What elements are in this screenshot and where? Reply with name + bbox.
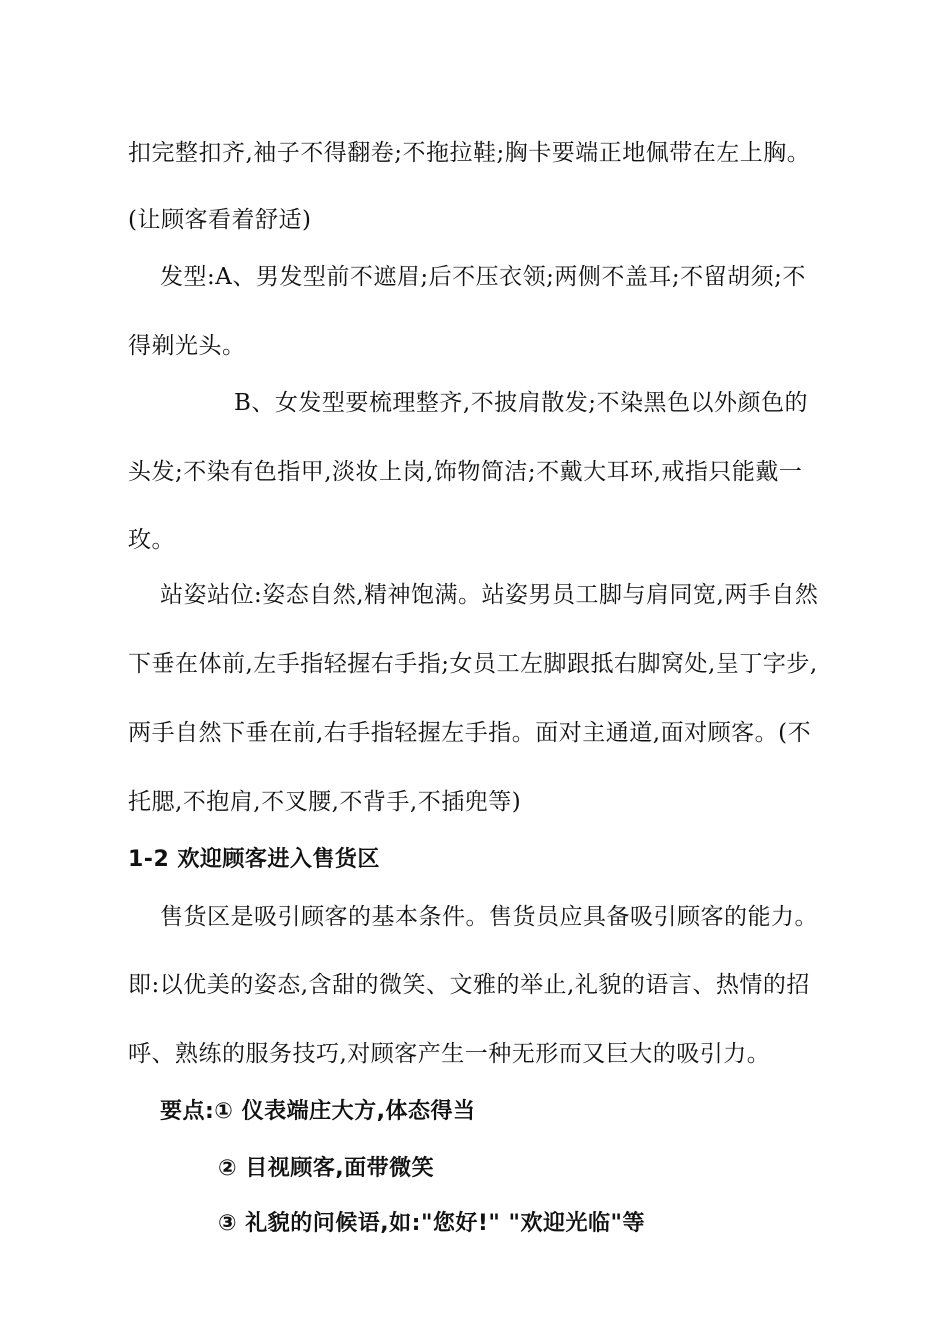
body-line: 发型:A、男发型前不遮眉;后不压衣领;两侧不盖耳;不留胡须;不 [160,264,806,290]
body-line: 即:以优美的姿态,含甜的微笑、文雅的举止,礼貌的语言、热情的招 [128,972,810,998]
body-line: 托腮,不抱肩,不叉腰,不背手,不插兜等) [128,789,522,815]
body-line: 售货区是吸引顾客的基本条件。售货员应具备吸引顾客的能力。 [160,904,818,930]
body-line: 玫。 [128,527,175,553]
body-line: 两手自然下垂在前,右手指轻握左手指。面对主通道,面对顾客。(不 [128,720,812,746]
section-heading: 1-2 欢迎顾客进入售货区 [128,847,380,872]
body-line: 得剃光头。 [128,333,246,359]
body-line: 下垂在体前,左手指轻握右手指;女员工左脚跟抵右脚窝处,呈丁字步, [128,651,818,677]
key-point-line: 要点:① 仪表端庄大方,体态得当 [160,1099,476,1124]
body-line: 扣完整扣齐,袖子不得翻卷;不拖拉鞋;胸卡要端正地佩带在左上胸。 [128,140,811,166]
body-line: 头发;不染有色指甲,淡妆上岗,饰物简洁;不戴大耳环,戒指只能戴一 [128,459,803,485]
key-point-line: ③ 礼貌的问候语,如:"您好!" "欢迎光临"等 [218,1211,645,1236]
key-point-line: ② 目视顾客,面带微笑 [218,1156,435,1181]
body-line: (让顾客看着舒适) [128,207,312,233]
body-line: B、女发型要梳理整齐,不披肩散发;不染黑色以外颜色的 [234,390,808,416]
body-line: 站姿站位:姿态自然,精神饱满。站姿男员工脚与肩同宽,两手自然 [160,582,819,608]
body-line: 呼、熟练的服务技巧,对顾客产生一种无形而又巨大的吸引力。 [128,1041,771,1067]
